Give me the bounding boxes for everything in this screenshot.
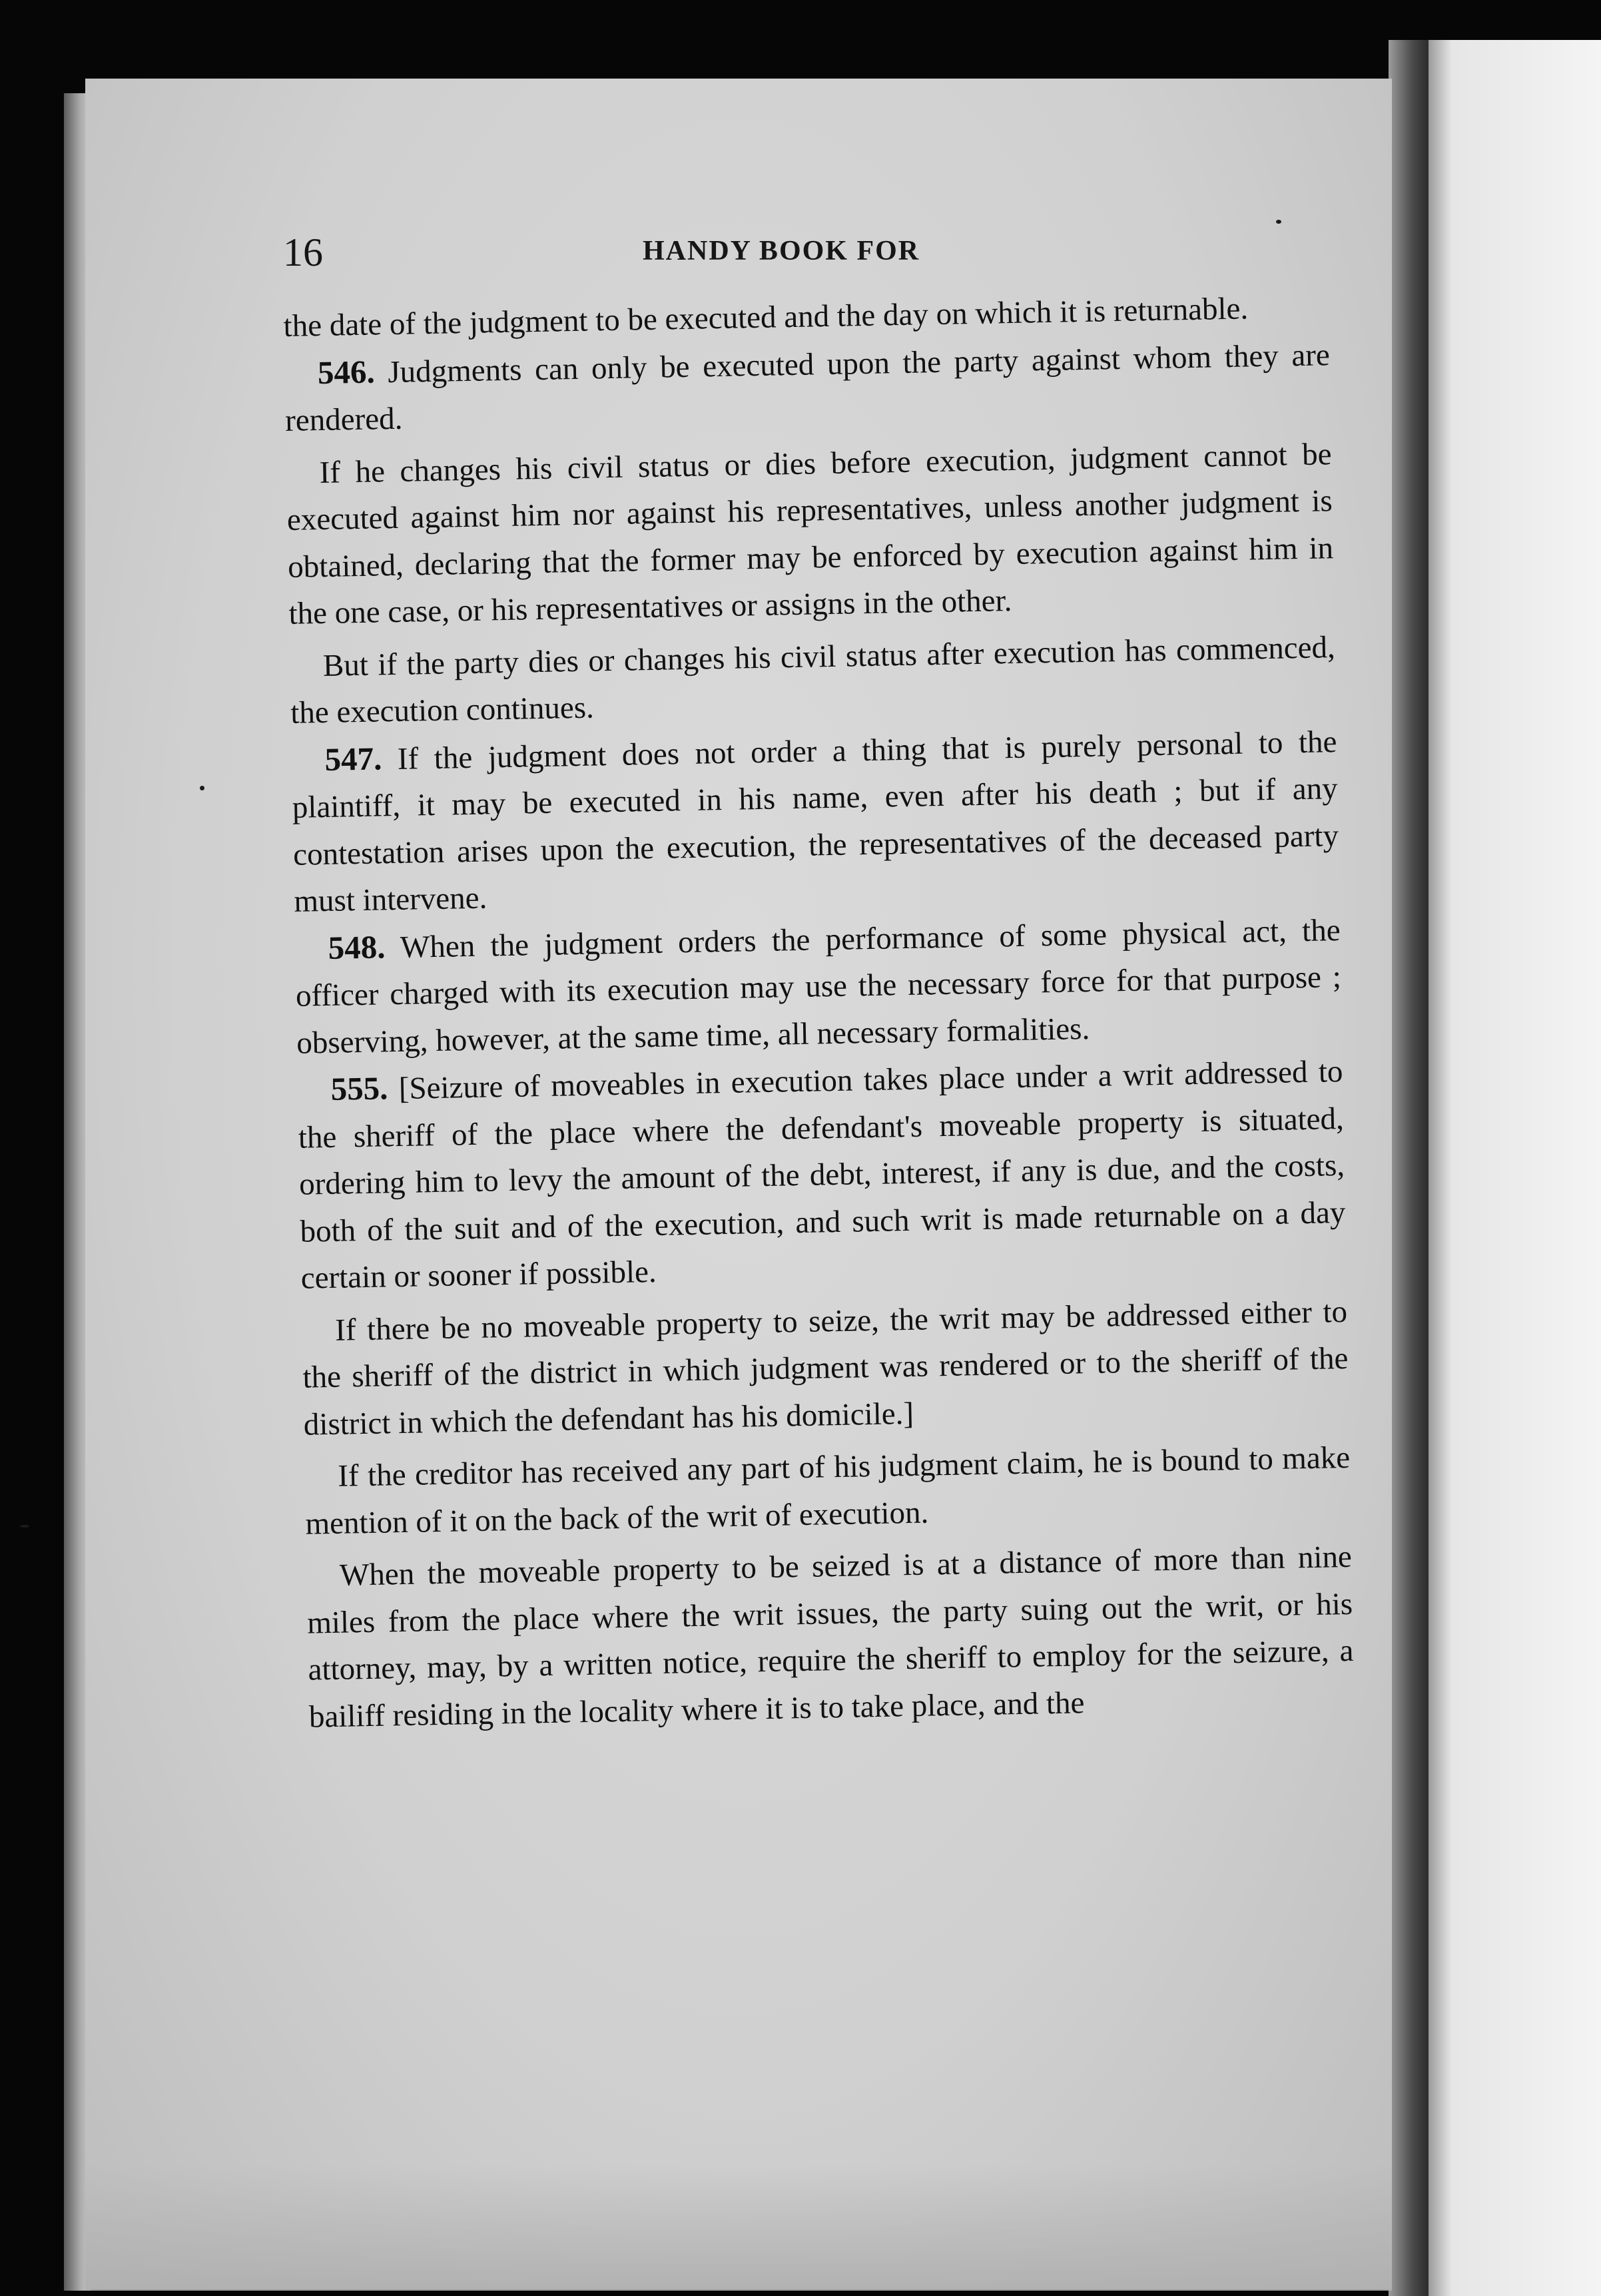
paragraph-text: When the judgment orders the performance of some physical act, the officer charged with its execution may use the necessary force for that purpose ; observing, however, at the same time, all necessary formalities. [295,912,1342,1061]
facing-page-edge [1412,40,1601,2296]
article-number: 547. [324,739,382,778]
paragraph-text: If the judgment does not order a thing that is purely personal to the plaintiff, it may be executed in his name, even after his death ; but if any contestation arises upon the execution, the representatives of the deceased party must intervene. [292,724,1339,919]
speck-mark [200,786,204,790]
paragraph [306,1534,1355,1741]
body-text [283,284,1355,1740]
paragraph-text: the date of the judgment to be executed and the day on which it is returnable. [283,291,1249,344]
paragraph [286,431,1335,638]
paragraph-text: If the creditor has received any part of his judgment claim, he is bound to make mention of it on the back of the writ of execution. [305,1440,1351,1542]
paragraph [304,1434,1351,1548]
paragraph-text: [Seizure of moveables in execution takes place under a writ addressed to the sheriff of the place where the defendant's moveable property is situated, ordering him to levy the amount of the debt, interest, if any is due, and the costs, both of the suit and of the execution, and such writ is made returnable on a day certain or sooner if possible. [298,1054,1346,1296]
page-header [283,230,962,283]
paragraph [289,624,1336,737]
running-head: HANDY BOOK FOR [643,236,920,266]
speck-mark [1276,220,1281,224]
page-bottom-shading [85,2164,1392,2291]
article-paragraph [294,906,1343,1067]
paragraph [302,1288,1350,1448]
speck-mark [20,1525,29,1528]
spine-shadow [1389,40,1429,2296]
article-paragraph [291,718,1340,926]
paragraph-text: If he changes his civil status or dies before execution, judgment cannot be executed against him nor against his representatives, unless another judgment is obtained, declaring that the former may be enforced by execution against him in the one case, or his representatives or assigns in the other. [286,436,1334,631]
article-number: 548. [328,928,386,966]
article-number: 555. [330,1069,388,1107]
article-paragraph [297,1047,1347,1302]
paragraph-text: If there be no moveable property to seize, the writ may be addressed either to the sheriff of the district in which judgment was rendered or to the sheriff of the district in which the defendant has his domicile.] [302,1294,1349,1442]
paragraph-text: Judgments can only be executed upon the party against whom they are rendered. [284,337,1331,438]
article-number: 546. [317,352,376,391]
article-paragraph [284,331,1331,445]
paragraph-text: But if the party dies or changes his civil status after execution has commenced, the execution continues. [290,629,1336,730]
paragraph-text: When the moveable property to be seized is at a distance of more than nine miles from the place where the writ issues, the party suing out the writ, or his attorney, may, by a written notice, require the sheriff to employ for the seizure, a bailiff residing in the locality where it is to take place, and the [306,1539,1354,1735]
page-number: 16 [283,230,323,274]
